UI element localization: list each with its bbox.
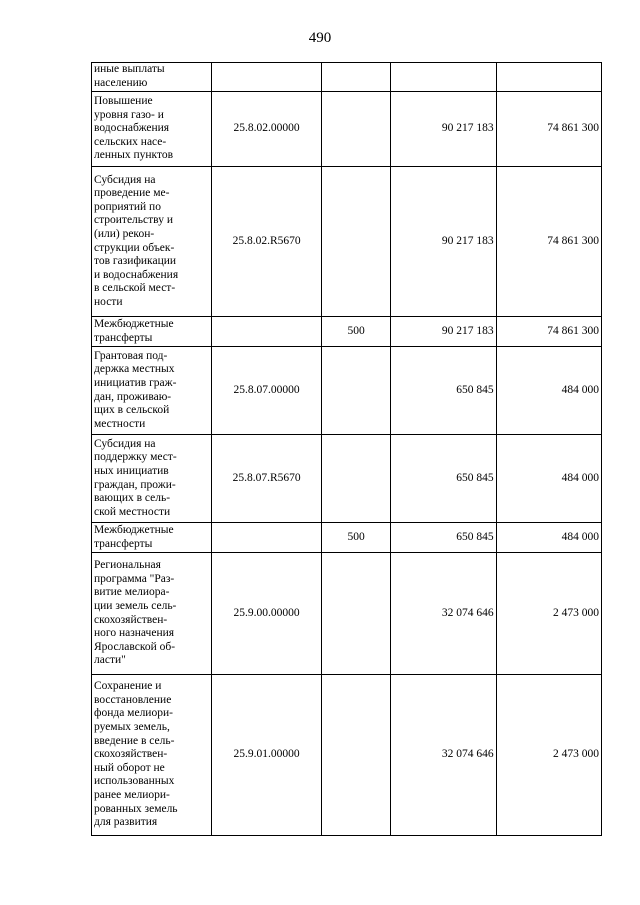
program-name-cell: Субсидия на проведение ме- роприятий по строительству и (или) рекон- струкции объек- тов газификации и водоснабжения в сельской мест- ности	[92, 167, 212, 317]
table-row	[92, 347, 602, 435]
expense-kind-cell	[322, 435, 391, 523]
budget-table	[91, 62, 602, 836]
program-name-cell: Субсидия на поддержку мест- ных инициатив граждан, прожи- вающих в сель- ской местности	[92, 435, 212, 523]
amount-year1-cell: 650 845	[391, 347, 496, 435]
amount-year2-cell	[496, 63, 601, 92]
amount-year2-cell: 2 473 000	[496, 675, 601, 836]
page-number: 490	[308, 30, 332, 46]
amount-year2-cell: 2 473 000	[496, 553, 601, 675]
table-row	[92, 523, 602, 553]
amount-year1-cell: 650 845	[391, 435, 496, 523]
expense-kind-cell	[322, 167, 391, 317]
table-row	[92, 675, 602, 836]
expense-kind-cell	[322, 553, 391, 675]
table-body	[92, 63, 602, 836]
amount-year2-cell: 74 861 300	[496, 317, 601, 347]
program-name-cell: Грантовая под- держка местных инициатив граж- дан, проживаю- щих в сельской местности	[92, 347, 212, 435]
amount-year2-cell: 484 000	[496, 347, 601, 435]
program-name-cell: Сохранение и восстановление фонда мелиори- руемых земель, введение в сель- скохозяйствен- ный оборот не использованных ранее мелиори- рованных земель для развития	[92, 675, 212, 836]
amount-year1-cell: 32 074 646	[391, 675, 496, 836]
amount-year1-cell: 90 217 183	[391, 317, 496, 347]
amount-year1-cell: 90 217 183	[391, 167, 496, 317]
expense-kind-cell: 500	[322, 523, 391, 553]
target-code-cell	[212, 523, 322, 553]
amount-year1-cell: 90 217 183	[391, 92, 496, 167]
amount-year1-cell: 32 074 646	[391, 553, 496, 675]
amount-year2-cell: 484 000	[496, 523, 601, 553]
program-name-cell: Межбюджетные трансферты	[92, 317, 212, 347]
expense-kind-cell: 500	[322, 317, 391, 347]
amount-year2-cell: 74 861 300	[496, 167, 601, 317]
target-code-cell: 25.9.00.00000	[212, 553, 322, 675]
table-row	[92, 553, 602, 675]
program-name-cell: Региональная программа "Раз- витие мелиора- ции земель сель- скохозяйствен- ного назначения Ярославской об- ласти"	[92, 553, 212, 675]
table-row	[92, 167, 602, 317]
target-code-cell	[212, 317, 322, 347]
expense-kind-cell	[322, 92, 391, 167]
amount-year1-cell	[391, 63, 496, 92]
target-code-cell: 25.8.02.R5670	[212, 167, 322, 317]
table-row	[92, 63, 602, 92]
target-code-cell: 25.9.01.00000	[212, 675, 322, 836]
amount-year2-cell: 484 000	[496, 435, 601, 523]
table-row	[92, 435, 602, 523]
amount-year2-cell: 74 861 300	[496, 92, 601, 167]
expense-kind-cell	[322, 63, 391, 92]
expense-kind-cell	[322, 675, 391, 836]
expense-kind-cell	[322, 347, 391, 435]
table-row	[92, 92, 602, 167]
target-code-cell: 25.8.02.00000	[212, 92, 322, 167]
amount-year1-cell: 650 845	[391, 523, 496, 553]
target-code-cell	[212, 63, 322, 92]
table-row	[92, 317, 602, 347]
target-code-cell: 25.8.07.R5670	[212, 435, 322, 523]
target-code-cell: 25.8.07.00000	[212, 347, 322, 435]
program-name-cell: Межбюджетные трансферты	[92, 523, 212, 553]
program-name-cell: иные выплаты населению	[92, 63, 212, 92]
program-name-cell: Повышение уровня газо- и водоснабжения сельских насе- ленных пунктов	[92, 92, 212, 167]
